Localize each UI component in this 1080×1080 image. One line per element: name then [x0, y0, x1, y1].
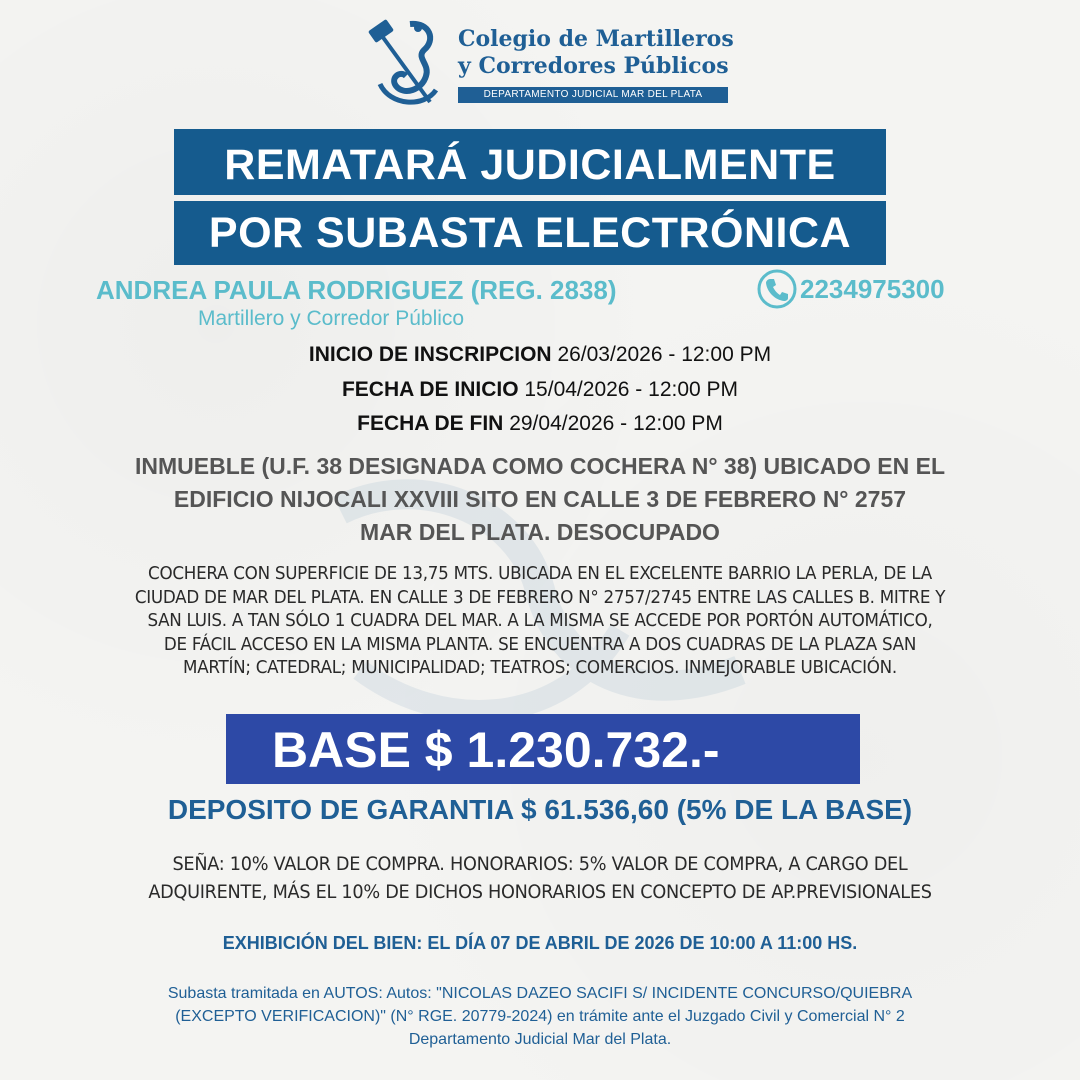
agent-role: Martillero y Corredor Público — [198, 307, 465, 330]
base-price: BASE $ 1.230.732.- — [226, 714, 860, 784]
property-description — [84, 562, 995, 680]
date-auction-end — [0, 412, 1080, 436]
title-line2: POR SUBASTA ELECTRÓNICA — [174, 201, 886, 265]
date-value: 26/03/2026 - 12:00 PM — [557, 343, 772, 366]
gavel-seahorse-logo-icon — [360, 14, 456, 110]
exhibition-date: EXHIBICIÓN DEL BIEN: EL DÍA 07 DE ABRIL DE 2026 DE 10:00 A 11:00 HS. — [222, 933, 858, 953]
date-auction-start — [0, 378, 1080, 402]
date-registration-start — [0, 343, 1080, 367]
phone-number: 2234975300 — [800, 274, 945, 304]
description-line: MARTÍN; CATEDRAL; MUNICIPALIDAD; TEATROS; COMERCIOS. INMEJORABLE UBICACIÓN. — [183, 657, 897, 679]
logo-department: DEPARTAMENTO JUDICIAL MAR DEL PLATA — [458, 87, 728, 103]
case-line: (EXCEPTO VERIFICACION)" (N° RGE. 20779-2024) en trámite ante el Juzgado Civil y Comercial N° 2 — [175, 1008, 905, 1025]
deposit-guarantee: DEPOSITO DE GARANTIA $ 61.536,60 (5% DE LA BASE) — [167, 794, 913, 825]
description-line: CIUDAD DE MAR DEL PLATA. EN CALLE 3 DE FEBRERO N° 2757/2745 ENTRE LAS CALLES B. MITRE Y — [134, 586, 946, 608]
case-line: Subasta tramitada en AUTOS: Autos: "NICOLAS DAZEO SACIFI S/ INCIDENTE CONCURSO/QUIEBRA — [167, 985, 913, 1002]
property-heading — [40, 450, 1040, 549]
phone-icon — [756, 268, 798, 310]
property-line: EDIFICIO NIJOCALI XXVIII SITO EN CALLE 3 DE FEBRERO N° 2757 — [173, 486, 907, 512]
fees-line: SEÑA: 10% VALOR DE COMPRA. HONORARIOS: 5% VALOR DE COMPRA, A CARGO DEL — [172, 853, 908, 875]
date-label: FECHA DE INICIO — [341, 378, 519, 401]
description-line: DE FÁCIL ACCESO EN LA MISMA PLANTA. SE ENCUENTRA A DOS CUADRAS DE LA PLAZA SAN — [163, 633, 917, 655]
description-line: COCHERA CON SUPERFICIE DE 13,75 MTS. UBICADA EN EL EXCELENTE BARRIO LA PERLA, DE LA — [148, 563, 932, 584]
property-line: MAR DEL PLATA. DESOCUPADO — [360, 519, 720, 545]
case-info — [60, 982, 1020, 1051]
date-label: INICIO DE INSCRIPCION — [308, 343, 552, 366]
property-line: INMUEBLE (U.F. 38 DESIGNADA COMO COCHERA N° 38) UBICADO EN EL — [135, 453, 945, 479]
title-line1: REMATARÁ JUDICIALMENTE — [174, 129, 886, 195]
agent-name: ANDREA PAULA RODRIGUEZ (REG. 2838) — [96, 275, 617, 305]
fees-info — [75, 850, 1005, 906]
case-line: Departamento Judicial Mar del Plata. — [408, 1031, 672, 1048]
logo-title-line1: Colegio de Martilleros — [458, 26, 734, 52]
logo-title-line2: y Corredores Públicos — [458, 53, 729, 79]
date-value: 29/04/2026 - 12:00 PM — [509, 412, 723, 435]
description-line: SAN LUIS. A TAN SÓLO 1 CUADRA DEL MAR. A LA MISMA SE ACCEDE POR PORTÓN AUTOMÁTICO, — [147, 610, 933, 632]
date-value: 15/04/2026 - 12:00 PM — [524, 378, 739, 401]
fees-line: ADQUIRENTE, MÁS EL 10% DE DICHOS HONORARIOS EN CONCEPTO DE AP.PREVISIONALES — [148, 881, 932, 903]
date-label: FECHA DE FIN — [357, 412, 504, 435]
